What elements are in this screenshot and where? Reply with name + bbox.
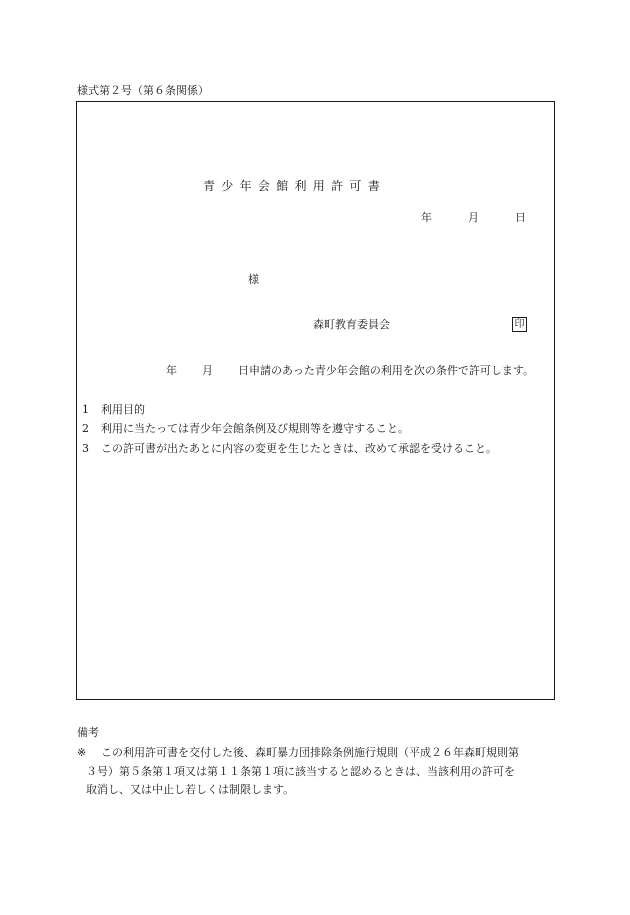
condition-number: 1	[82, 403, 89, 416]
condition-number: 2	[82, 422, 89, 435]
date-year-label: 年	[421, 211, 432, 224]
document-title: 青少年会館利用許可書	[203, 179, 387, 193]
permit-statement: 日申請のあった青少年会館の利用を次の条件で許可します。	[238, 364, 535, 377]
remarks-mark: ※	[77, 746, 87, 759]
statement-year-label: 年	[166, 364, 177, 377]
statement-month-label: 月	[202, 364, 213, 377]
date-month-label: 月	[468, 211, 479, 224]
condition-text: 利用に当たっては青少年会館条例及び規則等を遵守すること。	[101, 422, 409, 435]
condition-text: 利用目的	[101, 403, 145, 416]
condition-number: 3	[82, 442, 89, 455]
form-number: 様式第２号（第６条関係）	[77, 84, 209, 97]
seal-icon: 印	[512, 317, 527, 332]
date-day-label: 日	[515, 211, 526, 224]
remarks-line: この利用許可書を交付した後、森町暴力団排除条例施行規則（平成２６年森町規則第	[101, 746, 519, 759]
condition-text: この許可書が出たあとに内容の変更を生じたときは、改めて承認を受けること。	[101, 442, 497, 455]
issuer-name: 森町教育委員会	[313, 318, 390, 331]
remarks-heading: 備考	[77, 726, 99, 739]
remarks-line: ３号）第５条第１項又は第１１条第１項に該当すると認めるときは、当該利用の許可を	[86, 765, 515, 778]
remarks-line: 取消し、又は中止し若しくは制限します。	[86, 783, 295, 796]
addressee-honorific: 様	[248, 273, 259, 286]
